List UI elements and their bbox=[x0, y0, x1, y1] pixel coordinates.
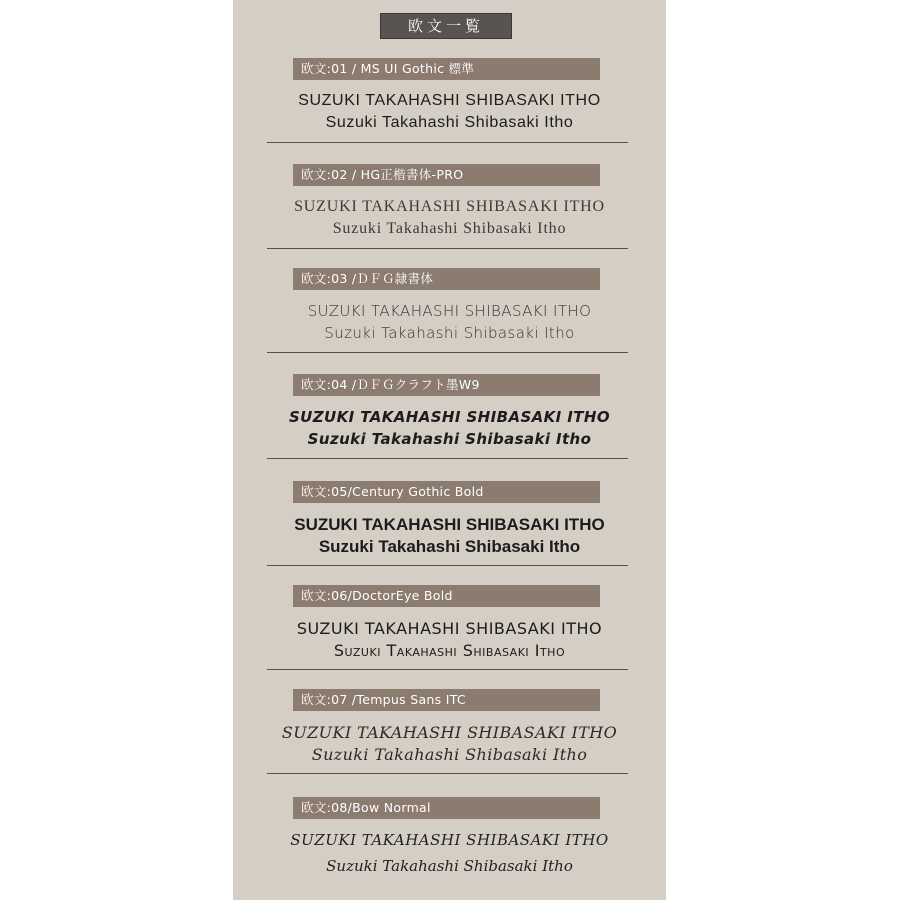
section-divider bbox=[267, 248, 628, 249]
sample-uppercase-text: SUZUKI TAKAHASHI SHIBASAKI ITHO bbox=[294, 515, 605, 534]
sample-uppercase-text: SUZUKI TAKAHASHI SHIBASAKI ITHO bbox=[281, 723, 618, 742]
section-divider bbox=[267, 142, 628, 143]
font-name-label: 欧文:07 /Tempus Sans ITC bbox=[293, 689, 600, 711]
page-title: 欧文一覧 bbox=[381, 14, 511, 38]
sample-titlecase-text: Suzuki Takahashi Shibasaki Itho bbox=[307, 430, 592, 448]
font-name-label: 欧文:05/Century Gothic Bold bbox=[293, 481, 600, 503]
font-name-label: 欧文:02 / HG正楷書体-PRO bbox=[293, 164, 600, 186]
sample-uppercase-text: SUZUKI TAKAHASHI SHIBASAKI ITHO bbox=[294, 198, 605, 215]
sample-uppercase-text: SUZUKI TAKAHASHI SHIBASAKI ITHO bbox=[288, 408, 611, 426]
font-name-label: 欧文:04 /ＤＦＧクラフト墨W9 bbox=[293, 374, 600, 396]
section-divider bbox=[267, 773, 628, 774]
sample-titlecase-text: Suzuki Takahashi Shibasaki Itho bbox=[333, 641, 566, 660]
sample-uppercase-text: SUZUKI TAKAHASHI SHIBASAKI ITHO bbox=[290, 831, 609, 849]
section-divider bbox=[267, 669, 628, 670]
font-name-label: 欧文:08/Bow Normal bbox=[293, 797, 600, 819]
section-divider bbox=[267, 352, 628, 353]
sample-uppercase-text: SUZUKI TAKAHASHI SHIBASAKI ITHO bbox=[296, 619, 603, 638]
sample-titlecase-text: Suzuki Takahashi Shibasaki Itho bbox=[318, 537, 581, 556]
sample-uppercase-text: SUZUKI TAKAHASHI SHIBASAKI ITHO bbox=[307, 302, 592, 320]
font-name-label: 欧文:01 / MS UI Gothic 標準 bbox=[293, 58, 600, 80]
font-list-panel bbox=[233, 0, 666, 900]
sample-titlecase-text: Suzuki Takahashi Shibasaki Itho bbox=[324, 324, 575, 342]
sample-uppercase-text: SUZUKI TAKAHASHI SHIBASAKI ITHO bbox=[298, 92, 601, 109]
sample-titlecase-text: Suzuki Takahashi Shibasaki Itho bbox=[325, 114, 574, 131]
sample-titlecase-text: Suzuki Takahashi Shibasaki Itho bbox=[311, 745, 588, 764]
sample-titlecase-text: Suzuki Takahashi Shibasaki Itho bbox=[326, 857, 573, 875]
section-divider bbox=[267, 458, 628, 459]
section-divider bbox=[267, 565, 628, 566]
sample-titlecase-text: Suzuki Takahashi Shibasaki Itho bbox=[332, 220, 567, 237]
font-name-label: 欧文:03 /ＤＦＧ隷書体 bbox=[293, 268, 600, 290]
font-name-label: 欧文:06/DoctorEye Bold bbox=[293, 585, 600, 607]
